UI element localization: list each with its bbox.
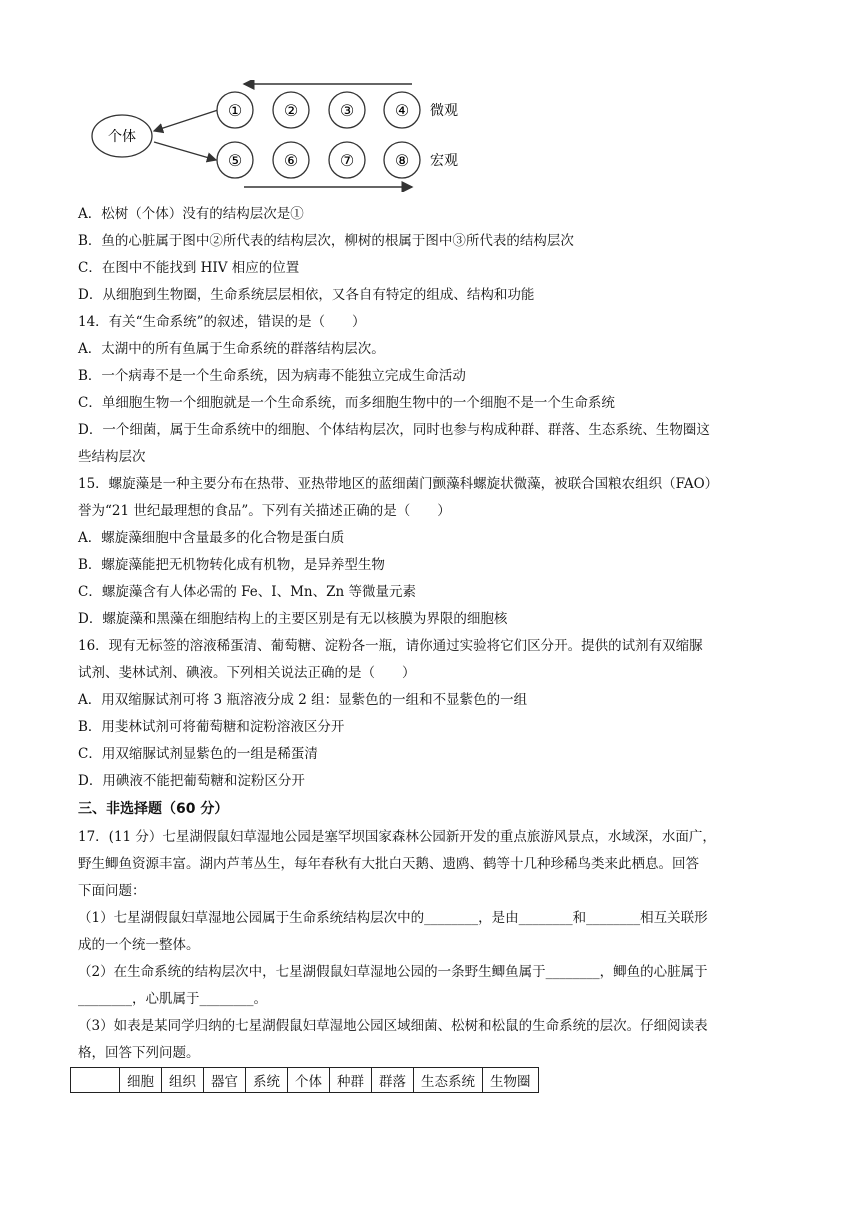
q15-option-a: A．螺旋藻细胞中含量最多的化合物是蛋白质 <box>78 530 345 546</box>
table-header-biosphere: 生物圈 <box>483 1068 539 1093</box>
node-2: ② <box>283 101 299 120</box>
node-5: ⑤ <box>227 151 243 170</box>
node-4: ④ <box>394 101 410 120</box>
table-header-community: 群落 <box>372 1068 414 1093</box>
q13-option-c: C．在图中不能找到 HIV 相应的位置 <box>78 260 300 276</box>
q14-option-b: B．一个病毒不是一个生命系统，因为病毒不能独立完成生命活动 <box>78 368 466 384</box>
q14-option-d-cont: 些结构层次 <box>78 449 146 465</box>
row2-circles <box>217 142 420 178</box>
q15-option-d: D．螺旋藻和黑藻在细胞结构上的主要区别是有无以核膜为界限的细胞核 <box>78 611 508 627</box>
q15-option-b: B．螺旋藻能把无机物转化成有机物，是异养型生物 <box>78 557 385 573</box>
node-3: ③ <box>339 101 355 120</box>
q17-part2-cont: ________，心肌属于________。 <box>78 991 267 1007</box>
q16-stem-cont: 试剂、斐林试剂、碘液。下列相关说法正确的是（ ） <box>78 665 416 681</box>
table-header-system: 系统 <box>246 1068 288 1093</box>
life-levels-table <box>70 1067 539 1093</box>
q15-stem-cont: 誉为“21 世纪最理想的食品”。下列有关描述正确的是（ ） <box>78 503 451 519</box>
arrow-from-center-lower <box>154 142 216 160</box>
q15-option-c: C．螺旋藻含有人体必需的 Fe、I、Mn、Zn 等微量元素 <box>78 584 416 600</box>
micro-label: 微观 <box>430 103 458 119</box>
q14-stem: 14．有关“生命系统”的叙述，错误的是（ ） <box>78 314 366 330</box>
individual-label: 个体 <box>108 129 136 145</box>
arrow-to-center-upper <box>154 110 218 131</box>
q13-option-d: D．从细胞到生物圈，生命系统层层相依，又各自有特定的组成、结构和功能 <box>78 287 535 303</box>
table-header-ecosystem: 生态系统 <box>414 1068 483 1093</box>
q17-line-1: 17．(11 分）七星湖假鼠妇草湿地公园是塞罕坝国家森林公园新开发的重点旅游风景点，水域深，水面广， <box>78 829 716 845</box>
section-3-title: 三、非选择题（60 分） <box>78 801 229 817</box>
node-6: ⑥ <box>283 151 299 170</box>
q17-part3-cont: 格，回答下列问题。 <box>78 1045 200 1061</box>
q16-option-a: A．用双缩脲试剂可将 3 瓶溶液分成 2 组：显紫色的一组和不显紫色的一组 <box>78 692 528 708</box>
node-1: ① <box>227 101 243 120</box>
q13-option-b: B．鱼的心脏属于图中②所代表的结构层次，柳树的根属于图中③所代表的结构层次 <box>78 233 574 249</box>
q15-stem: 15．螺旋藻是一种主要分布在热带、亚热带地区的蓝细菌门颤藻科螺旋状微藻，被联合国粮农组织（FAO） <box>78 476 719 492</box>
table-header-tissue: 组织 <box>162 1068 204 1093</box>
macro-label: 宏观 <box>430 153 458 169</box>
q17-part2: （2）在生命系统的结构层次中，七星湖假鼠妇草湿地公园的一条野生鲫鱼属于________，鲫鱼的心脏属于 <box>78 964 708 980</box>
node-7: ⑦ <box>339 151 355 170</box>
q16-option-d: D．用碘液不能把葡萄糖和淀粉区分开 <box>78 773 305 789</box>
q16-stem: 16．现有无标签的溶液稀蛋清、葡萄糖、淀粉各一瓶，请你通过实验将它们区分开。提供的试剂有双缩脲 <box>78 638 703 654</box>
table-header-individual: 个体 <box>288 1068 330 1093</box>
q17-line-3: 下面问题： <box>78 883 146 899</box>
node-8: ⑧ <box>394 151 410 170</box>
table-header-population: 种群 <box>330 1068 372 1093</box>
row1-circles <box>217 92 420 128</box>
q14-option-d: D．一个细菌，属于生命系统中的细胞、个体结构层次，同时也参与构成种群、群落、生态系统、生物圈这 <box>78 422 710 438</box>
life-levels-diagram <box>86 80 476 192</box>
q14-option-c: C．单细胞生物一个细胞就是一个生命系统，而多细胞生物中的一个细胞不是一个生命系统 <box>78 395 615 411</box>
q17-part3: （3）如表是某同学归纳的七星湖假鼠妇草湿地公园区域细菌、松树和松鼠的生命系统的层次。仔细阅读表 <box>78 1018 708 1034</box>
q17-part1-cont: 成的一个统一整体。 <box>78 937 200 953</box>
table-header-row <box>71 1068 539 1093</box>
q14-option-a: A．太湖中的所有鱼属于生命系统的群落结构层次。 <box>78 341 385 357</box>
q16-option-c: C．用双缩脲试剂显紫色的一组是稀蛋清 <box>78 746 318 762</box>
table-cell-blank <box>71 1068 120 1093</box>
table-header-cell: 细胞 <box>120 1068 162 1093</box>
q17-line-2: 野生鲫鱼资源丰富。湖内芦苇丛生，每年春秋有大批白天鹅、遗鸥、鹤等十几种珍稀鸟类来此栖息。回答 <box>78 856 699 872</box>
table-header-organ: 器官 <box>204 1068 246 1093</box>
q17-part1: （1）七星湖假鼠妇草湿地公园属于生命系统结构层次中的________，是由________和________相互关联形 <box>78 910 708 926</box>
q16-option-b: B．用斐林试剂可将葡萄糖和淀粉溶液区分开 <box>78 719 345 735</box>
q13-option-a: A．松树（个体）没有的结构层次是① <box>78 206 304 222</box>
